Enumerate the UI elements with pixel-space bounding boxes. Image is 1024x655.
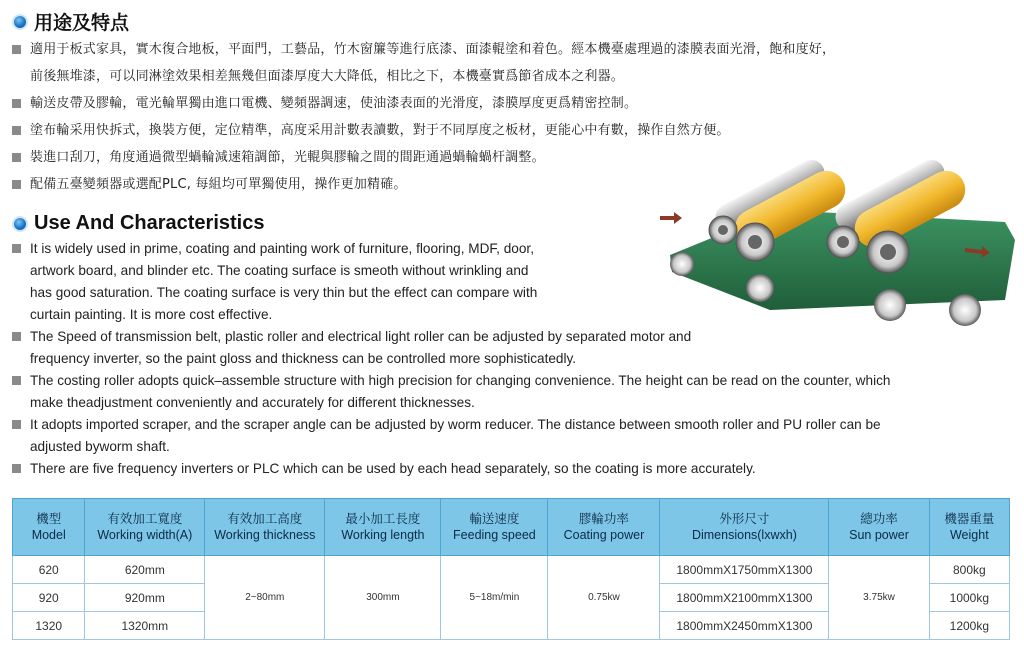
cell-model: 920	[13, 584, 85, 612]
bullet-circle-icon	[12, 216, 28, 232]
list-item: 裝進口刮刀，角度通過微型蝸輪減速箱調節，光輥與膠輪之間的間距通過蝸輪蝸杆調整。	[12, 144, 1017, 171]
square-bullet-icon	[12, 180, 21, 189]
table-row	[13, 556, 1010, 584]
header-working-thickness: 有效加工高度 Working thickness	[205, 499, 325, 556]
cell-weight: 1200kg	[929, 612, 1009, 640]
roller-coater-illustration	[660, 160, 1020, 335]
square-bullet-icon	[12, 332, 21, 341]
cell-dimensions: 1800mmX2100mmX1300	[660, 584, 829, 612]
header-working-width: 有效加工寬度 Working width(A)	[85, 499, 205, 556]
cell-model: 1320	[13, 612, 85, 640]
square-bullet-icon	[12, 464, 21, 473]
bullet-circle-icon	[12, 14, 28, 30]
cell-length: 300mm	[325, 556, 441, 640]
list-item: 配備五臺變頻器或選配PLC, 每組均可單獨使用，操作更加精確。	[12, 171, 1017, 198]
header-coating-power: 膠輪功率 Coating power	[548, 499, 660, 556]
header-feeding-speed: 輸送速度 Feeding speed	[441, 499, 548, 556]
list-item: There are five frequency inverters or PLC which can be used by each head separately, so the coating is more accurately.	[12, 458, 1017, 480]
list-item: It is widely used in prime, coating and painting work of furniture, flooring, MDF, door, artwork board, and blinder etc. The coating surface is smeoth without wrinkling and has good saturation. The coating surface is very thin but the effect can compare with curtain painting. It is more cost effective.	[12, 238, 1017, 326]
header-weight: 機器重量 Weight	[929, 499, 1009, 556]
zh-section-heading	[12, 8, 129, 35]
list-item: The Speed of transmission belt, plastic roller and electrical light roller can be adjusted by separated motor and frequency inverter, so the paint gloss and thickness can be controlled more sophisticatedly.	[12, 326, 1017, 370]
square-bullet-icon	[12, 376, 21, 385]
cell-model: 620	[13, 556, 85, 584]
cell-weight: 1000kg	[929, 584, 1009, 612]
square-bullet-icon	[12, 99, 21, 108]
square-bullet-icon	[12, 244, 21, 253]
cell-dimensions: 1800mmX1750mmX1300	[660, 556, 829, 584]
square-bullet-icon	[12, 45, 21, 54]
list-item: It adopts imported scraper, and the scraper angle can be adjusted by worm reducer. The distance between smooth roller and PU roller can be adjusted byworm shaft.	[12, 414, 1017, 458]
cell-width: 1320mm	[85, 612, 205, 640]
feed-direction-arrow-icon	[660, 212, 682, 224]
cell-thickness: 2~80mm	[205, 556, 325, 640]
header-model: 機型 Model	[13, 499, 85, 556]
cell-weight: 800kg	[929, 556, 1009, 584]
en-section-title: Use And Characteristics	[34, 212, 265, 234]
en-section-heading	[12, 212, 264, 235]
cell-width: 920mm	[85, 584, 205, 612]
list-item: 前後無堆漆，可以同淋塗效果相差無幾但面漆厚度大大降低，相比之下，本機臺實爲節省成本之利器。	[30, 69, 625, 84]
square-bullet-icon	[12, 153, 21, 162]
header-dimensions: 外形尺寸 Dimensions(lxwxh)	[660, 499, 829, 556]
cell-sun-power: 3.75kw	[829, 556, 929, 640]
header-working-length: 最小加工長度 Working length	[325, 499, 441, 556]
table-header-row	[13, 499, 1010, 556]
list-item: 輸送皮帶及膠輪，電光輪單獨由進口電機、變頻器調速，使油漆表面的光滑度，漆膜厚度更爲精密控制。	[12, 90, 1017, 117]
cell-width: 620mm	[85, 556, 205, 584]
spec-table	[12, 498, 1010, 640]
list-item: 塗布輪采用快拆式，換裝方便，定位精準，高度采用計數表讀數，對于不同厚度之板材，更能心中有數，操作自然方便。	[12, 117, 1017, 144]
header-sun-power: 總功率 Sun power	[829, 499, 929, 556]
cell-dimensions: 1800mmX2450mmX1300	[660, 612, 829, 640]
square-bullet-icon	[12, 420, 21, 429]
list-item: 適用于板式家具，實木復合地板，平面門，工藝品，竹木窗簾等進行底漆、面漆輥塗和着色。經本機臺處理過的漆膜表面光滑，飽和度好，	[12, 36, 1017, 63]
cell-coating-power: 0.75kw	[548, 556, 660, 640]
cell-speed: 5~18m/min	[441, 556, 548, 640]
list-item: The costing roller adopts quick–assemble structure with high precision for changing convenience. The height can be read on the counter, which make theadjustment conveniently and accurately for different thicknesses.	[12, 370, 1017, 414]
zh-section-title: 用途及特点	[34, 12, 130, 34]
square-bullet-icon	[12, 126, 21, 135]
